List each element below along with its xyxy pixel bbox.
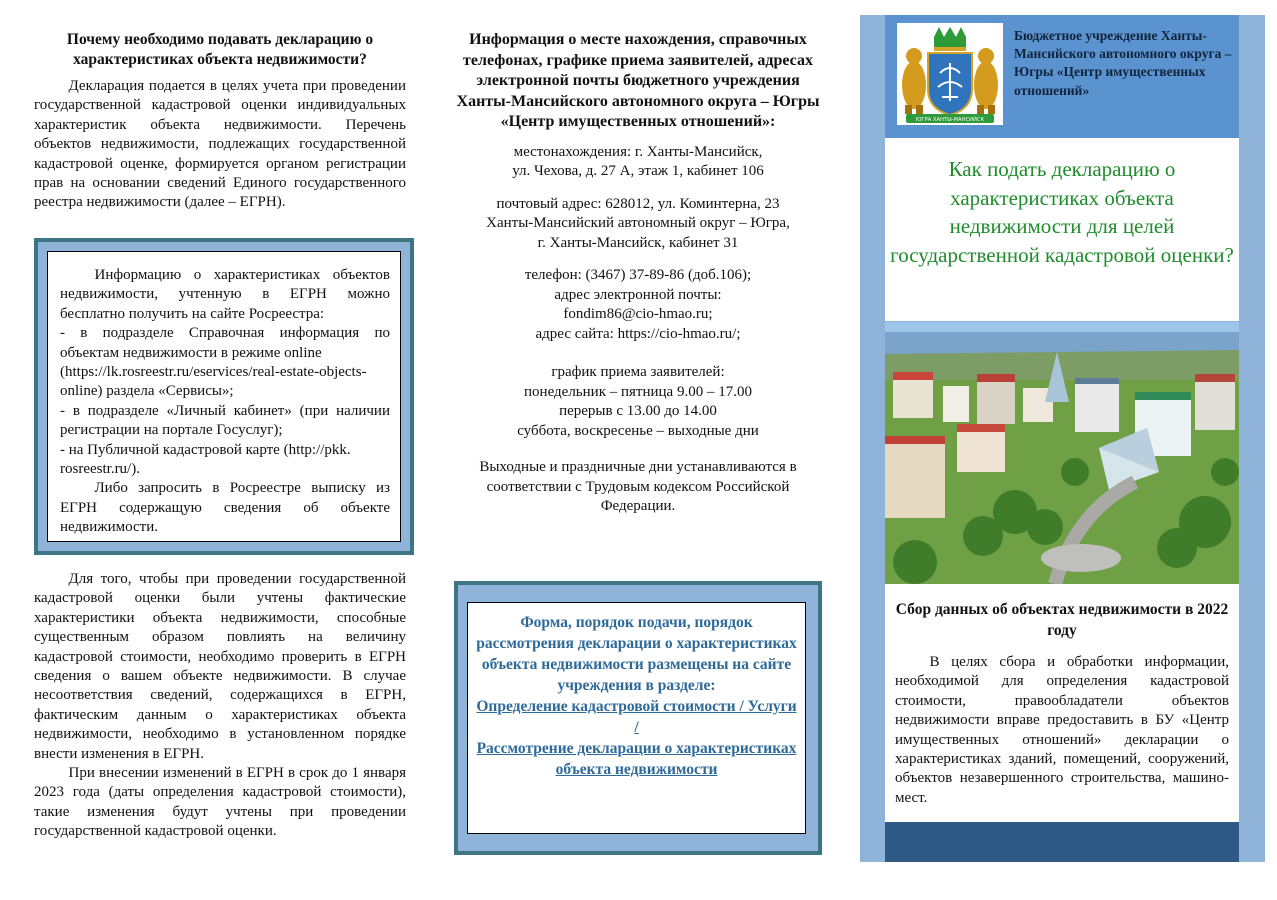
declaration-info-text: Форма, порядок подачи, порядок рассмотрения декларации о характеристиках объекта недвижимости размещены на сайте учреждения в разделе: <box>476 614 797 694</box>
egrn-info-box-inner <box>47 251 401 542</box>
data-collection-text: В целях сбора и обработки информации, необходимой для определения кадастровой стоимости, правообладатели объектов недвижимости вправе предоставить в БУ «Центр имущественных отношений» декларации о характеристиках зданий, помещений, сооружений, объектов незавершенного строительства, машино-мест. <box>895 654 1229 806</box>
schedule-weekend: суббота, воскресенье – выходные дни <box>517 422 759 439</box>
postal-line-2: Ханты-Мансийский автономный округ – Югра, <box>486 215 790 231</box>
coat-of-arms-icon <box>897 23 1003 125</box>
declaration-info-box <box>454 581 822 855</box>
phone-line: телефон: (3467) 37-89-86 (доб.106); <box>524 267 752 283</box>
postal-line-3: г. Ханты-Мансийск, кабинет 31 <box>537 234 739 251</box>
egrn-info-item-online-url: (https://lk.rosreestr.ru/eservices/real-estate-objects-online) раздела «Сервисы»; <box>60 364 367 400</box>
egrn-info-outro: Либо запросить в Росреестре выписку из ЕГРН содержащую сведения об объекте недвижимости. <box>60 480 390 536</box>
egrn-info-item-map-url: rosreestr.ru/). <box>60 461 140 478</box>
egrn-info-item-online: - в подразделе Справочная информация по объектам недвижимости в режиме online <box>60 325 390 361</box>
cadastral-services-link[interactable]: Определение кадастровой стоимости / Услуги / <box>476 698 797 736</box>
why-declare-heading: Почему необходимо подавать декларацию о характеристиках объекта недвижимости? <box>66 31 374 68</box>
schedule-title: график приема заявителей: <box>551 364 725 380</box>
deadline-paragraph: При внесении изменений в ЕГРН в срок до 1 января 2023 года (даты определения кадастровой стоимости), такие изменения будут учтены при проведении государственной кадастровой оценки. <box>34 765 406 840</box>
data-collection-heading: Сбор данных об объектах недвижимости в 2022 году <box>895 601 1229 639</box>
organization-name: Бюджетное учреждение Ханты-Мансийского автономного округа – Югры «Центр имущественных отношений» <box>1014 28 1232 98</box>
brochure-title: Как подать декларацию о характеристиках объекта недвижимости для целей государственной кадастровой оценки? <box>890 157 1234 267</box>
schedule-weekdays: понедельник – пятница 9.00 – 17.00 <box>524 383 752 400</box>
email-label: адрес электронной почты: <box>554 286 722 303</box>
egrn-info-item-cabinet: - в подразделе «Личный кабинет» (при наличии регистрации на портале Госуслуг); <box>60 402 390 439</box>
coat-of-arms-emblem <box>897 23 1003 125</box>
emblem-ribbon-text: ЮГРА ХАНТЫ-МАНСИЙСК <box>915 117 985 123</box>
schedule-break: перерыв с 13.00 до 14.00 <box>559 403 717 419</box>
contacts-heading: Информация о месте нахождения, справочных телефонах, графике приема заявителей, адресах электронной почты бюджетного учреждения Ханты-Мансийского автономного округа – Югры «Центр имущественных отношений»: <box>456 31 820 130</box>
crown <box>934 27 966 51</box>
check-egrn-paragraph: Для того, чтобы при проведении государственной кадастровой оценки были учтены фактические характеристики объекта недвижимости, способные существенным образом повлиять на величину кадастровой стоимости, необходимо проверить в ЕГРН сведения о вашем объекте недвижимости. В случае несоответствия сведений, содержащихся в ЕГРН, фактическим данным о характеристиках объекта недвижимости, необходимо в установленном порядке внести изменения в ЕГРН. <box>34 571 406 762</box>
location-line-1: местонахождения: г. Ханты-Мансийск, <box>513 143 763 160</box>
website-line: адрес сайта: https://cio-hmao.ru/; <box>535 325 741 342</box>
column-1-lower <box>34 570 406 842</box>
declaration-info-box-inner <box>467 602 806 834</box>
purpose-paragraph: Декларация подается в целях учета при проведении государственной кадастровой оценки индивидуальных характеристик объекта недвижимости. Перечень объектов недвижимости, подлежащих государственной кадастровой оценке, формируется органом регистрации прав на основании сведений Единого государственного реестра недвижимости (далее – ЕГРН). <box>34 78 406 211</box>
city-panorama-image <box>885 322 1239 584</box>
egrn-info-intro: Информацию о характеристиках объектов недвижимости, учтенную в ЕГРН можно бесплатно получить на сайте Росреестра: <box>60 267 390 322</box>
city-photo <box>885 322 1239 584</box>
email-address: fondim86@cio-hmao.ru; <box>563 306 713 322</box>
footer-bar <box>885 822 1239 862</box>
declaration-review-link[interactable]: Рассмотрение декларации о характеристиках объекта недвижимости <box>476 740 797 778</box>
column-2 <box>456 30 820 517</box>
postal-line-1: почтовый адрес: 628012, ул. Коминтерна, 23 <box>496 195 780 212</box>
column-1 <box>34 30 406 213</box>
egrn-info-box <box>34 238 414 555</box>
egrn-info-item-map: - на Публичной кадастровой карте (http://pkk. <box>60 441 351 458</box>
holidays-note: Выходные и праздничные дни устанавливаются в соответствии с Трудовым кодексом Российской Федерации. <box>479 459 797 514</box>
location-line-2: ул. Чехова, д. 27 А, этаж 1, кабинет 106 <box>512 163 764 179</box>
